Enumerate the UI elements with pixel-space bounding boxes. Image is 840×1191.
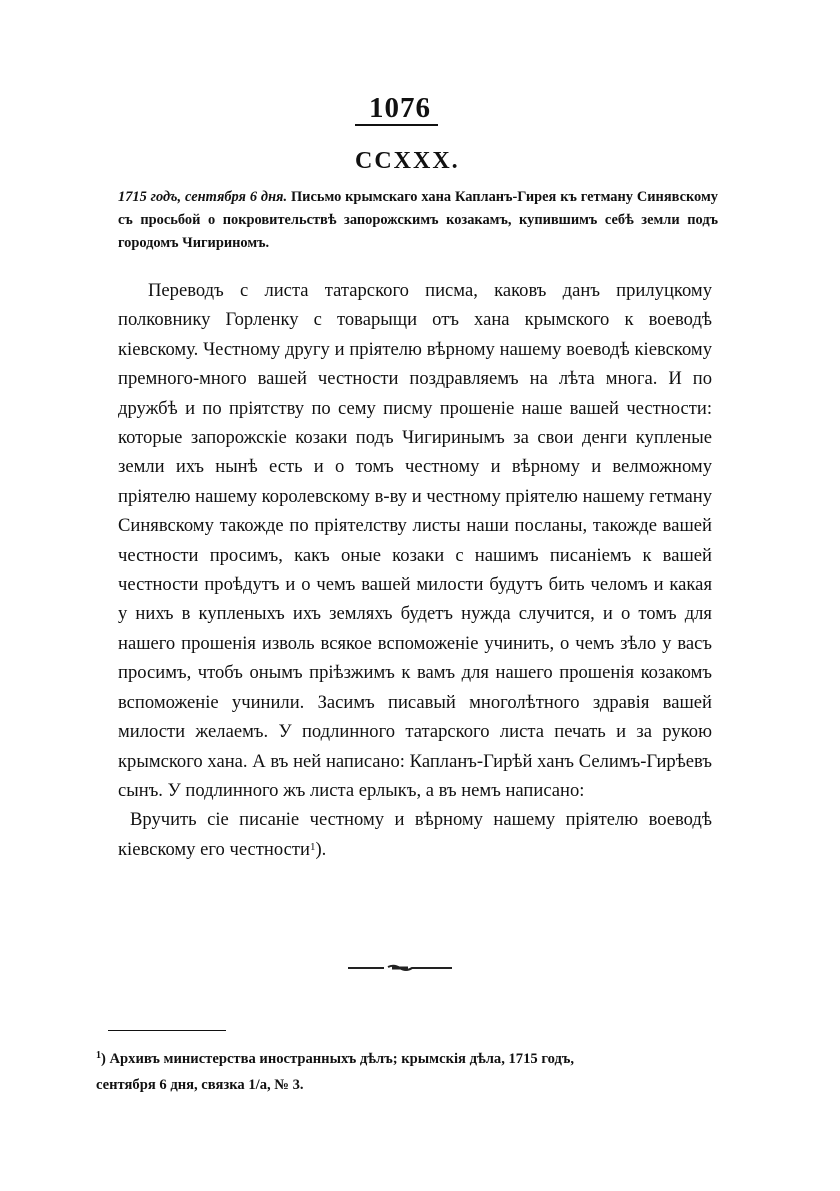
footnote: [96, 1046, 718, 1098]
page-number-underline: [355, 124, 438, 126]
document-number: CCXXX.: [355, 148, 460, 174]
document-heading: [118, 186, 718, 255]
heading-text: Письмо крымскаго хана Капланъ-Гирея къ гетману Синявскому съ просьбой о покровительствѣ запорожскимъ козакамъ, купившимъ себѣ земли подъ городомъ Чигириномъ.: [118, 189, 718, 251]
footnote-line-1-text: ) Архивъ министерства иностранныхъ дѣлъ; крымскія дѣла, 1715 годъ,: [101, 1051, 575, 1067]
footnote-rule: [108, 1030, 226, 1031]
footnote-mark: 1: [96, 1050, 101, 1061]
footnote-line-2: сентября 6 дня, связка 1/а, № 3.: [96, 1077, 304, 1093]
document-body: [118, 276, 712, 864]
footnote-reference: 1: [309, 840, 316, 853]
page-number: 1076: [369, 92, 431, 124]
body-paragraph-1: Переводъ с листа татарского писма, каковъ данъ прилуцкому полковнику Горленку с товарыщи отъ хана крымского к воеводѣ кіевскому. Честному другу и пріятелю вѣрному нашему воеводѣ кіевскому премного-много вашей честности поздравляемъ на лѣта многа. И по дружбѣ и по пріятству по сему писму прошеніе наше вашей честности: которые запорожскіе козаки подъ Чигиринымъ за свои денги купленые земли ихъ нынѣ есть и о томъ честному и вѣрному и велможному пріятелю нашему королевскому в-ву и честному пріятелю нашему гетману Синявскому такожде по пріятелству листы наши посланы, такожде вашей честности просимъ, какъ оные козаки с нашимъ писаніемъ к вашей честности проѣдутъ и о чемъ вашей милости будутъ бить челомъ и какая у нихъ в купленыхъ ихъ земляхъ будетъ нужда случится, и о томъ для нашего прошенія изволь всякое вспоможеніе учинить, о чемъ зѣло у васъ просимъ, чтобъ онымъ пріѣзжимъ к вамъ для нашего прошенія козакомъ вспоможеніе учинили. Засимъ писавый многолѣтного здравія вашей милости желаемъ. У подлинного татарского листа печать и за рукою крымского хана. А въ ней написано: Капланъ-Гирѣй ханъ Селимъ-Гирѣевъ сынъ. У подлинного жъ листа ерлыкъ, а въ немъ написано:: [118, 280, 712, 801]
body-paragraph-2: [118, 805, 712, 864]
body-paragraph-2-end: ).: [315, 838, 327, 860]
ornament-divider: [348, 964, 452, 972]
footnote-line-1: [96, 1051, 574, 1067]
body-paragraph-2-text: Вручить сіе писаніе честному и вѣрному нашему пріятелю воеводѣ кіевскому его честности: [118, 809, 712, 860]
heading-date: 1715 годъ, сентября 6 дня.: [118, 189, 288, 205]
